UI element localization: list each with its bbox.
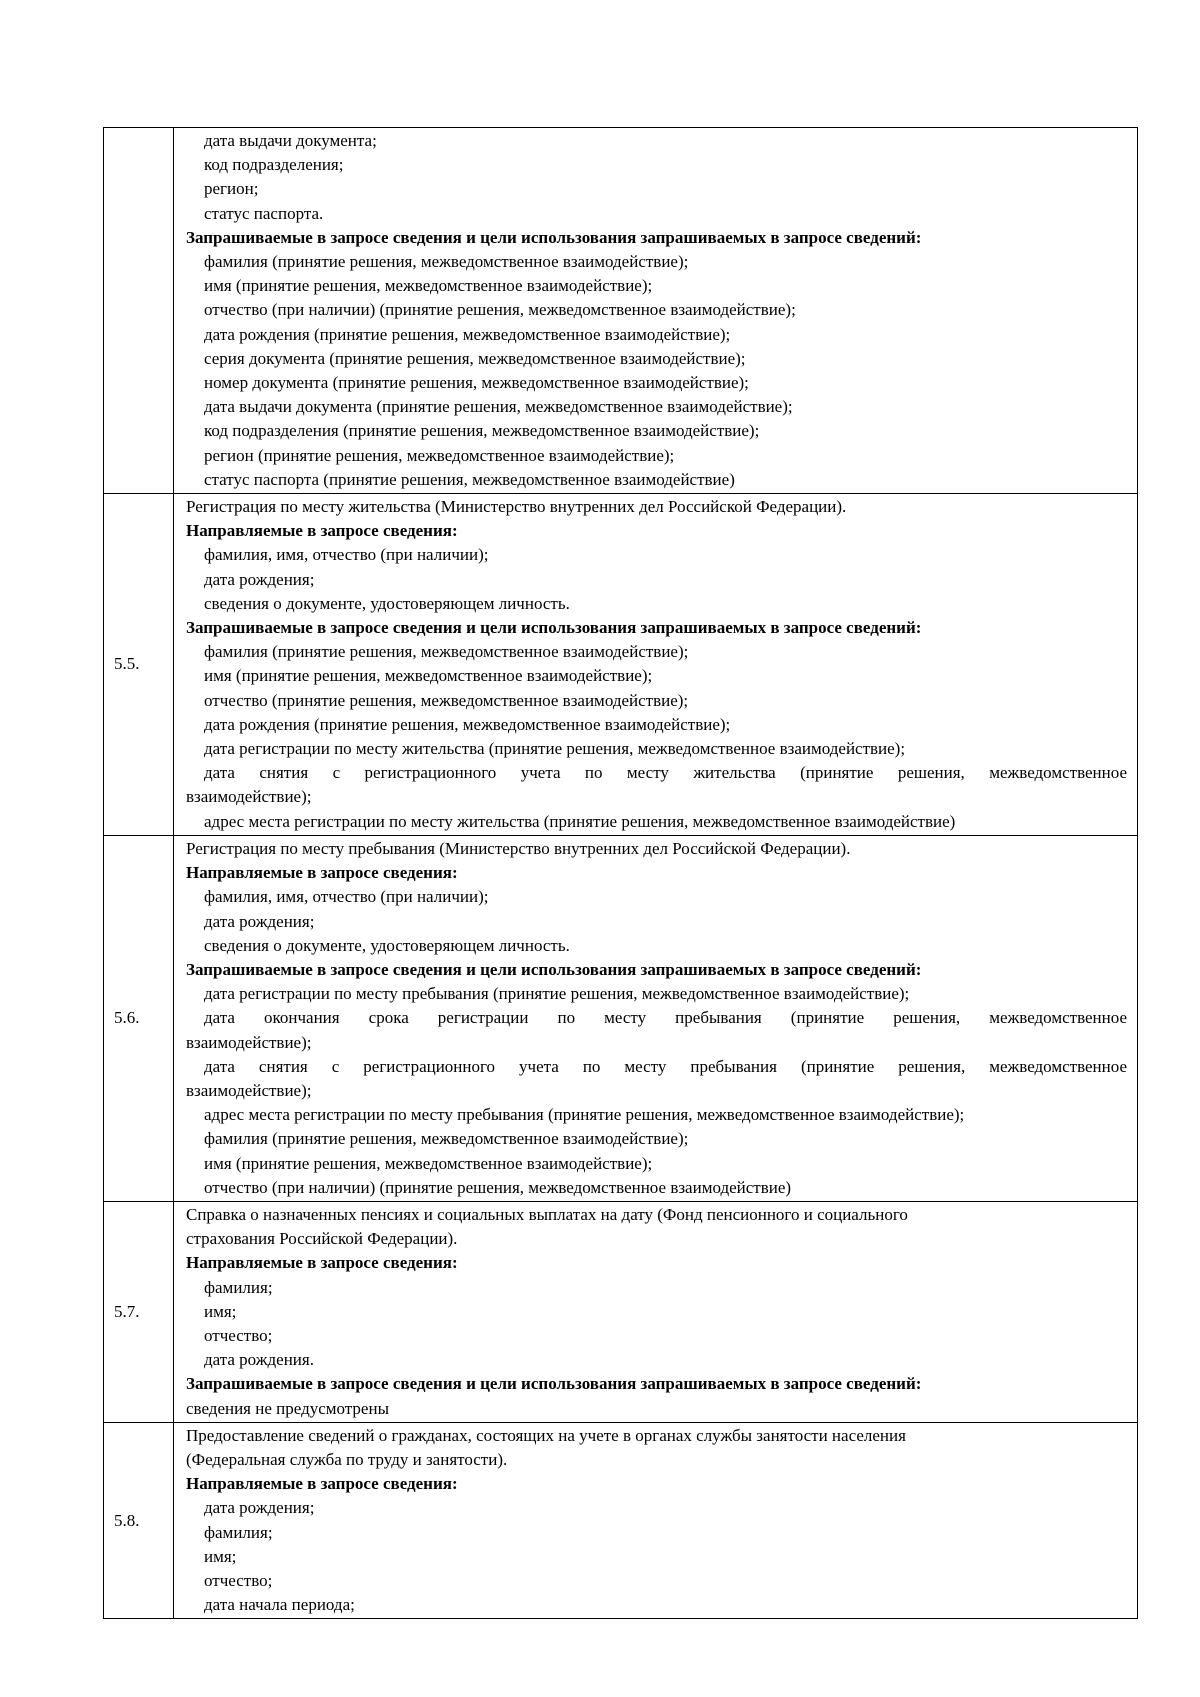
document-table	[103, 127, 1138, 1619]
text-line: статус паспорта (принятие решения, межведомственное взаимодействие)	[204, 469, 735, 489]
section-heading-line: Запрашиваемые в запросе сведения и цели использования запрашиваемых в запросе сведений:	[186, 618, 922, 638]
table-row	[104, 1201, 1138, 1422]
text-line: фамилия;	[204, 1522, 273, 1542]
text-line: дата выдачи документа (принятие решения, межведомственное взаимодействие);	[204, 397, 793, 417]
text-line: код подразделения (принятие решения, межведомственное взаимодействие);	[204, 421, 760, 441]
text-line: Справка о назначенных пенсиях и социальных выплатах на дату (Фонд пенсионного и социального	[186, 1204, 908, 1224]
text-line: Регистрация по месту жительства (Министерство внутренних дел Российской Федерации).	[186, 497, 847, 517]
text-line: фамилия (принятие решения, межведомственное взаимодействие);	[204, 1129, 689, 1149]
text-line: отчество (при наличии) (принятие решения, межведомственное взаимодействие);	[204, 300, 796, 320]
section-heading-line: Запрашиваемые в запросе сведения и цели использования запрашиваемых в запросе сведений:	[186, 959, 922, 979]
row-number-cell: 5.6.	[104, 835, 174, 1201]
text-line: дата рождения;	[204, 569, 315, 589]
table-row	[104, 128, 1138, 494]
text-line: сведения о документе, удостоверяющем личность.	[204, 593, 570, 613]
text-line: имя;	[204, 1546, 237, 1566]
section-heading-line: Направляемые в запросе сведения:	[186, 863, 458, 883]
text-line: дата окончания срока регистрации по месту пребывания (принятие решения, межведомственное	[204, 1008, 1127, 1028]
text-line: имя (принятие решения, межведомственное взаимодействие);	[204, 666, 653, 686]
text-line: дата рождения (принятие решения, межведомственное взаимодействие);	[204, 324, 731, 344]
text-line: сведения о документе, удостоверяющем личность.	[204, 935, 570, 955]
text-line: фамилия;	[204, 1277, 273, 1297]
text-line: взаимодействие);	[186, 1080, 312, 1100]
text-line: имя;	[204, 1301, 237, 1321]
text-line: Предоставление сведений о гражданах, состоящих на учете в органах службы занятости населения	[186, 1425, 906, 1445]
text-line: дата выдачи документа;	[204, 131, 377, 150]
text-line: отчество (при наличии) (принятие решения, межведомственное взаимодействие)	[204, 1177, 792, 1197]
text-line: дата рождения;	[204, 1498, 315, 1518]
table-row	[104, 1422, 1138, 1619]
text-line: дата снятия с регистрационного учета по месту пребывания (принятие решения, межведомственное	[204, 1056, 1127, 1076]
section-heading-line: Запрашиваемые в запросе сведения и цели использования запрашиваемых в запросе сведений:	[186, 1374, 922, 1394]
text-line: дата регистрации по месту жительства (принятие решения, межведомственное взаимодействие);	[204, 739, 906, 759]
text-line: код подразделения;	[204, 155, 344, 175]
text-line: взаимодействие);	[186, 1032, 312, 1052]
text-line: регион (принятие решения, межведомственное взаимодействие);	[204, 445, 675, 465]
section-heading-line: Направляемые в запросе сведения:	[186, 1474, 458, 1494]
text-line: дата регистрации по месту пребывания (принятие решения, межведомственное взаимодействие);	[204, 984, 910, 1004]
text-line: дата рождения.	[204, 1350, 314, 1370]
table-body	[104, 128, 1138, 1619]
text-line: взаимодействие);	[186, 787, 312, 807]
section-heading-line: Направляемые в запросе сведения:	[186, 521, 458, 541]
text-line: серия документа (принятие решения, межведомственное взаимодействие);	[204, 348, 746, 368]
section-heading-line: Направляемые в запросе сведения:	[186, 1253, 458, 1273]
text-line: фамилия (принятие решения, межведомственное взаимодействие);	[204, 642, 689, 662]
text-line: дата рождения;	[204, 911, 315, 931]
row-content-cell	[174, 1422, 1138, 1619]
text-line: дата снятия с регистрационного учета по месту жительства (принятие решения, межведомственное	[204, 763, 1127, 783]
text-line: (Федеральная служба по труду и занятости).	[186, 1449, 508, 1469]
table-row	[104, 494, 1138, 836]
row-content-cell	[174, 835, 1138, 1201]
text-line: отчество;	[204, 1570, 273, 1590]
text-line: фамилия, имя, отчество (при наличии);	[204, 887, 489, 907]
text-line: регион;	[204, 179, 259, 199]
row-number-cell: 5.7.	[104, 1201, 174, 1422]
row-content-cell	[174, 494, 1138, 836]
text-line: адрес места регистрации по месту пребывания (принятие решения, межведомственное взаимодействие);	[204, 1105, 965, 1125]
row-number-cell	[104, 128, 174, 494]
text-line: дата рождения (принятие решения, межведомственное взаимодействие);	[204, 714, 731, 734]
text-line: номер документа (принятие решения, межведомственное взаимодействие);	[204, 373, 749, 393]
section-heading-line: Запрашиваемые в запросе сведения и цели использования запрашиваемых в запросе сведений:	[186, 227, 922, 247]
row-content-cell	[174, 128, 1138, 494]
row-number-cell: 5.5.	[104, 494, 174, 836]
row-content-cell	[174, 1201, 1138, 1422]
text-line: имя (принятие решения, межведомственное взаимодействие);	[204, 276, 653, 296]
text-line: отчество;	[204, 1325, 273, 1345]
text-line: статус паспорта.	[204, 203, 324, 223]
text-line: сведения не предусмотрены	[186, 1398, 389, 1418]
text-line: страхования Российской Федерации).	[186, 1229, 458, 1249]
text-line: адрес места регистрации по месту жительства (принятие решения, межведомственное взаимодействие)	[204, 811, 956, 831]
text-line: фамилия, имя, отчество (при наличии);	[204, 545, 489, 565]
row-number-cell: 5.8.	[104, 1422, 174, 1619]
table-row	[104, 835, 1138, 1201]
text-line: отчество (принятие решения, межведомственное взаимодействие);	[204, 690, 689, 710]
text-line: Регистрация по месту пребывания (Министерство внутренних дел Российской Федерации).	[186, 838, 851, 858]
text-line: дата начала периода;	[204, 1595, 355, 1615]
text-line: имя (принятие решения, межведомственное взаимодействие);	[204, 1153, 653, 1173]
text-line: фамилия (принятие решения, межведомственное взаимодействие);	[204, 252, 689, 272]
